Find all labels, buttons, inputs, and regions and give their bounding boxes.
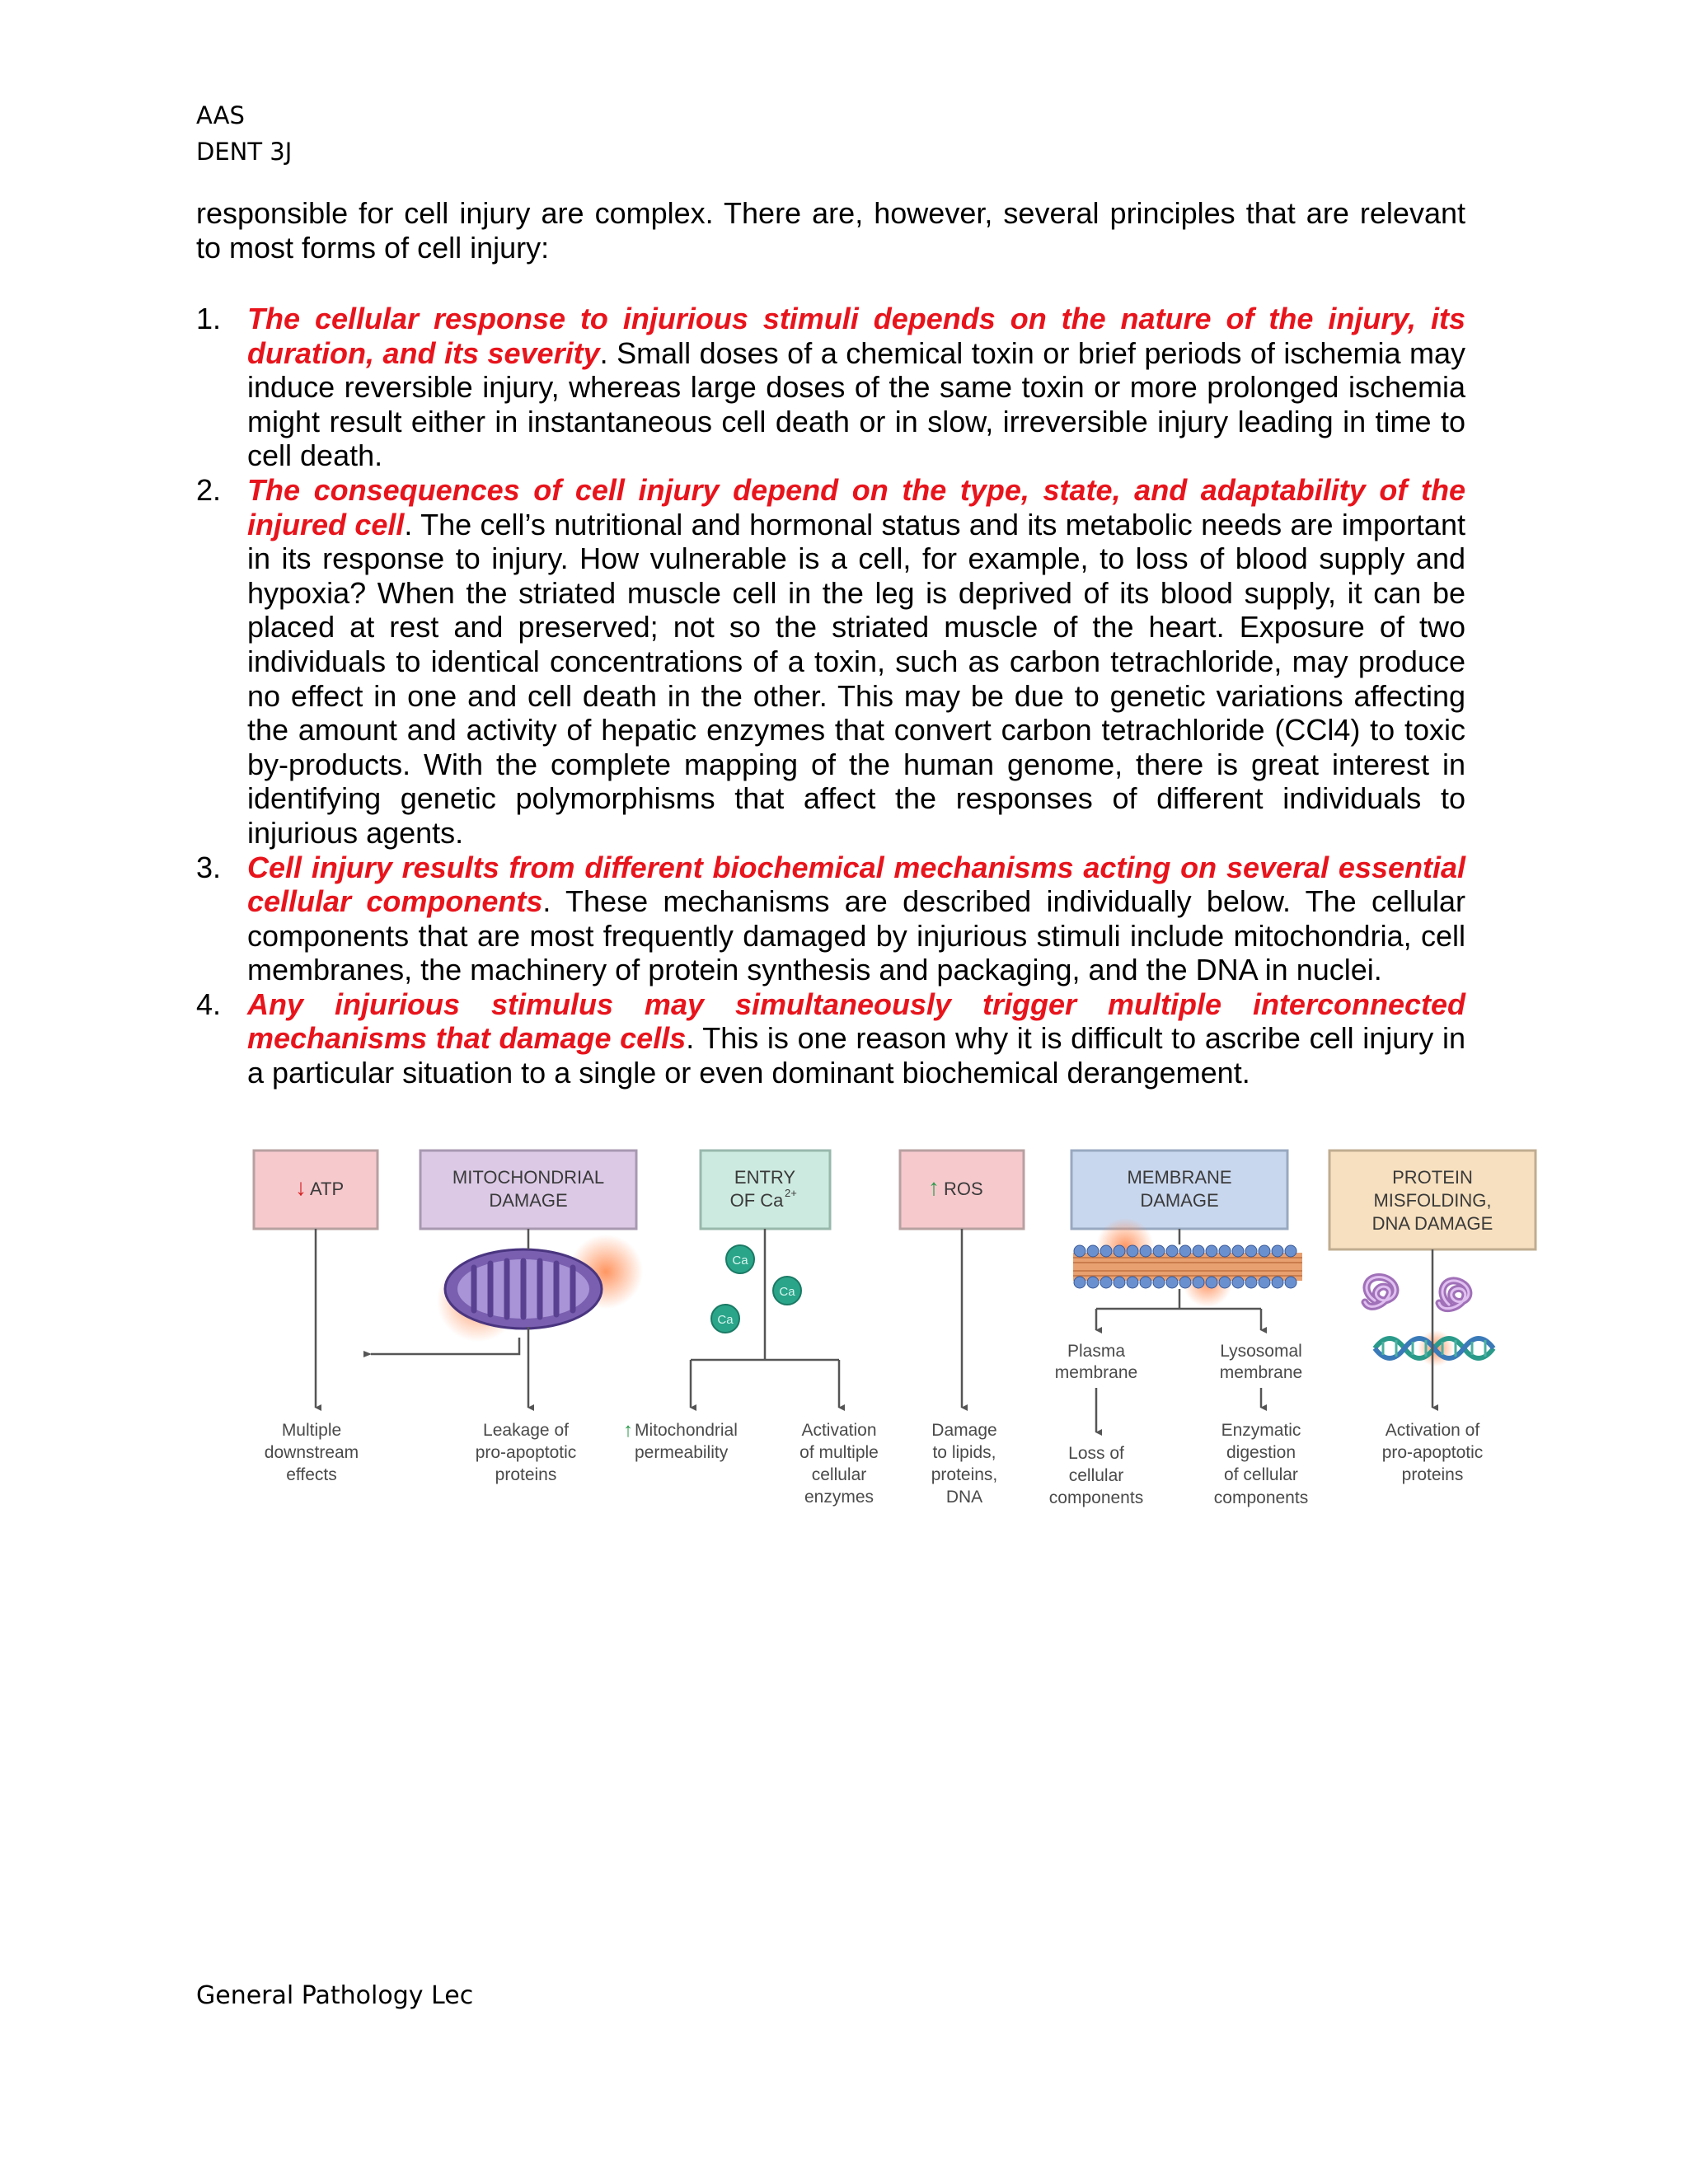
principle-item — [196, 851, 1465, 987]
outcome-line: cellular — [1068, 1466, 1124, 1485]
box-label: PROTEIN — [1392, 1167, 1473, 1188]
principle-text: . These mechanisms are described individually below. The cellular components that are most frequently damaged by injurious stimuli include mitochondria, cell membranes, the machinery of protein synthesis and packaging, and the DNA in nuclei. — [247, 884, 1465, 987]
outcome-line: effects — [286, 1465, 337, 1484]
outcome-line: DNA — [945, 1488, 983, 1507]
calcium-entry-box — [701, 1151, 830, 1229]
outcome-loss-of-components — [1049, 1444, 1143, 1507]
box-label: MEMBRANE — [1127, 1167, 1232, 1188]
outcome-damage — [931, 1421, 998, 1507]
outcome-line: Damage — [931, 1421, 997, 1440]
outcome-pro-apoptotic-activation — [1382, 1421, 1484, 1484]
outcome-line: digestion — [1226, 1443, 1296, 1462]
outcome-line: components — [1213, 1488, 1309, 1507]
box-label: ENTRY — [734, 1167, 796, 1188]
outcome-line: downstream — [264, 1443, 359, 1462]
ca-ion-label: Ca — [732, 1254, 748, 1268]
box-label: DAMAGE — [489, 1190, 568, 1211]
membrane-damage-box — [1071, 1151, 1287, 1229]
outcome-multiple-effects — [265, 1421, 359, 1484]
lysosomal-membrane-label: membrane — [1219, 1363, 1303, 1382]
principle-item — [196, 302, 1465, 473]
list-number: 4. — [196, 987, 222, 1021]
outcome-line: to lipids, — [932, 1443, 996, 1462]
cell-injury-mechanisms-diagram — [239, 1136, 1558, 1531]
outcome-enzymatic-digestion — [1214, 1421, 1308, 1507]
outcome-line: proteins — [1401, 1465, 1464, 1484]
outcome-line: Mitochondrial — [635, 1421, 738, 1440]
page-footer: General Pathology Lec — [196, 1981, 474, 2010]
atp-box — [254, 1151, 377, 1229]
outcome-line: cellular — [811, 1465, 867, 1484]
outcome-mitochondrial-permeability — [623, 1419, 738, 1462]
ros-label: ROS — [944, 1179, 983, 1199]
principle-highlight: The cellular response to injurious stimuli depends on the nature of the injury, its duration, and its severity — [247, 302, 1465, 370]
protein-misfolding-box — [1329, 1151, 1536, 1249]
outcome-line: pro-apoptotic — [475, 1443, 577, 1462]
outcome-line: enzymes — [804, 1488, 874, 1507]
outcome-line: proteins — [495, 1465, 557, 1484]
principle-text: . This is one reason why it is difficult to ascribe cell injury in a particular situation to a single or even dominant biochemical derangement. — [247, 1021, 1465, 1090]
outcome-enzyme-activation — [799, 1421, 879, 1507]
plasma-membrane-label: Plasma — [1067, 1342, 1126, 1361]
box-label: MISFOLDING, — [1373, 1190, 1492, 1211]
mitochondrion-illustration — [437, 1235, 643, 1342]
outcome-line: Activation of — [1385, 1421, 1480, 1440]
ca-ion-label: Ca — [779, 1285, 795, 1299]
ros-box — [900, 1151, 1024, 1229]
box-label: OF Ca — [729, 1190, 784, 1211]
intro-paragraph: responsible for cell injury are complex. There are, however, several principles that are relevant to most forms of cell injury: — [196, 196, 1465, 265]
list-number: 3. — [196, 850, 222, 884]
misfolded-protein-illustration — [1365, 1277, 1469, 1308]
calcium-ions — [711, 1245, 801, 1333]
outcome-line: of multiple — [799, 1443, 879, 1462]
atp-label: ATP — [310, 1179, 345, 1199]
box-label: MITOCHONDRIAL — [452, 1167, 605, 1188]
principle-text: . The cell’s nutritional and hormonal status and its metabolic needs are important in its response to injury. How vulnerable is a cell, for example, to loss of blood supply and hypoxia? When the striated muscle cell in the leg is deprived of its blood supply, it can be placed at rest and preserved; not so the striated muscle of the heart. Exposure of two individuals to identical concentrations of a toxin, such as carbon tetrachloride, may produce no effect in one and cell death in the other. This may be due to genetic variations affecting the amount and activity of hepatic enzymes that convert carbon tetrachloride (CCl4) to toxic by-products. With the complete mapping of the human genome, there is great interest in identifying genetic polymorphisms that affect the responses of different individuals to injurious agents. — [247, 507, 1465, 850]
outcome-line: permeability — [635, 1443, 729, 1462]
membrane-sub-labels — [1055, 1342, 1302, 1382]
principle-highlight: Cell injury results from different biochemical mechanisms acting on several essential cellular components — [247, 850, 1465, 919]
lysosomal-membrane-label: Lysosomal — [1220, 1342, 1302, 1361]
list-number: 1. — [196, 302, 222, 335]
principle-text: . Small doses of a chemical toxin or brief periods of ischemia may induce reversible injury, whereas large doses of the same toxin or more prolonged ischemia might result either in instantaneous cell death or in slow, irreversible injury leading in time to cell death. — [247, 335, 1465, 473]
principle-item — [196, 987, 1465, 1090]
header-line-1: AAS — [196, 101, 245, 129]
outcome-line: Loss of — [1068, 1444, 1124, 1463]
outcome-line: Multiple — [281, 1421, 342, 1440]
dna-helix-illustration — [1375, 1330, 1493, 1366]
box-label: DNA DAMAGE — [1372, 1213, 1493, 1234]
down-arrow-icon: ↓ — [295, 1174, 307, 1200]
outcome-line: pro-apoptotic — [1381, 1443, 1484, 1462]
outcome-leakage — [476, 1421, 577, 1484]
outcome-line: proteins, — [931, 1465, 998, 1484]
list-number: 2. — [196, 472, 222, 507]
header-line-2: DENT 3J — [196, 138, 293, 166]
mitochondrial-damage-box — [420, 1151, 636, 1229]
ca-ion-label: Ca — [717, 1313, 734, 1327]
superscript: 2+ — [785, 1187, 797, 1199]
outcome-line: of cellular — [1224, 1465, 1298, 1484]
principles-list — [196, 302, 1465, 1090]
outcome-line: Activation — [801, 1421, 877, 1440]
outcome-line: Leakage of — [483, 1421, 569, 1440]
outcome-line: Enzymatic — [1221, 1421, 1301, 1440]
up-arrow-icon: ↑ — [623, 1419, 633, 1441]
up-arrow-icon: ↑ — [928, 1174, 940, 1200]
outcome-line: components — [1048, 1488, 1144, 1507]
principle-highlight: The consequences of cell injury depend on the type, state, and adaptability of the injured cell — [247, 472, 1465, 541]
principle-item — [196, 473, 1465, 851]
box-label: DAMAGE — [1140, 1190, 1219, 1211]
lipid-bilayer-illustration — [1073, 1218, 1302, 1307]
principle-highlight: Any injurious stimulus may simultaneously trigger multiple interconnected mechanisms that damage cells — [247, 987, 1465, 1056]
plasma-membrane-label: membrane — [1054, 1363, 1138, 1382]
